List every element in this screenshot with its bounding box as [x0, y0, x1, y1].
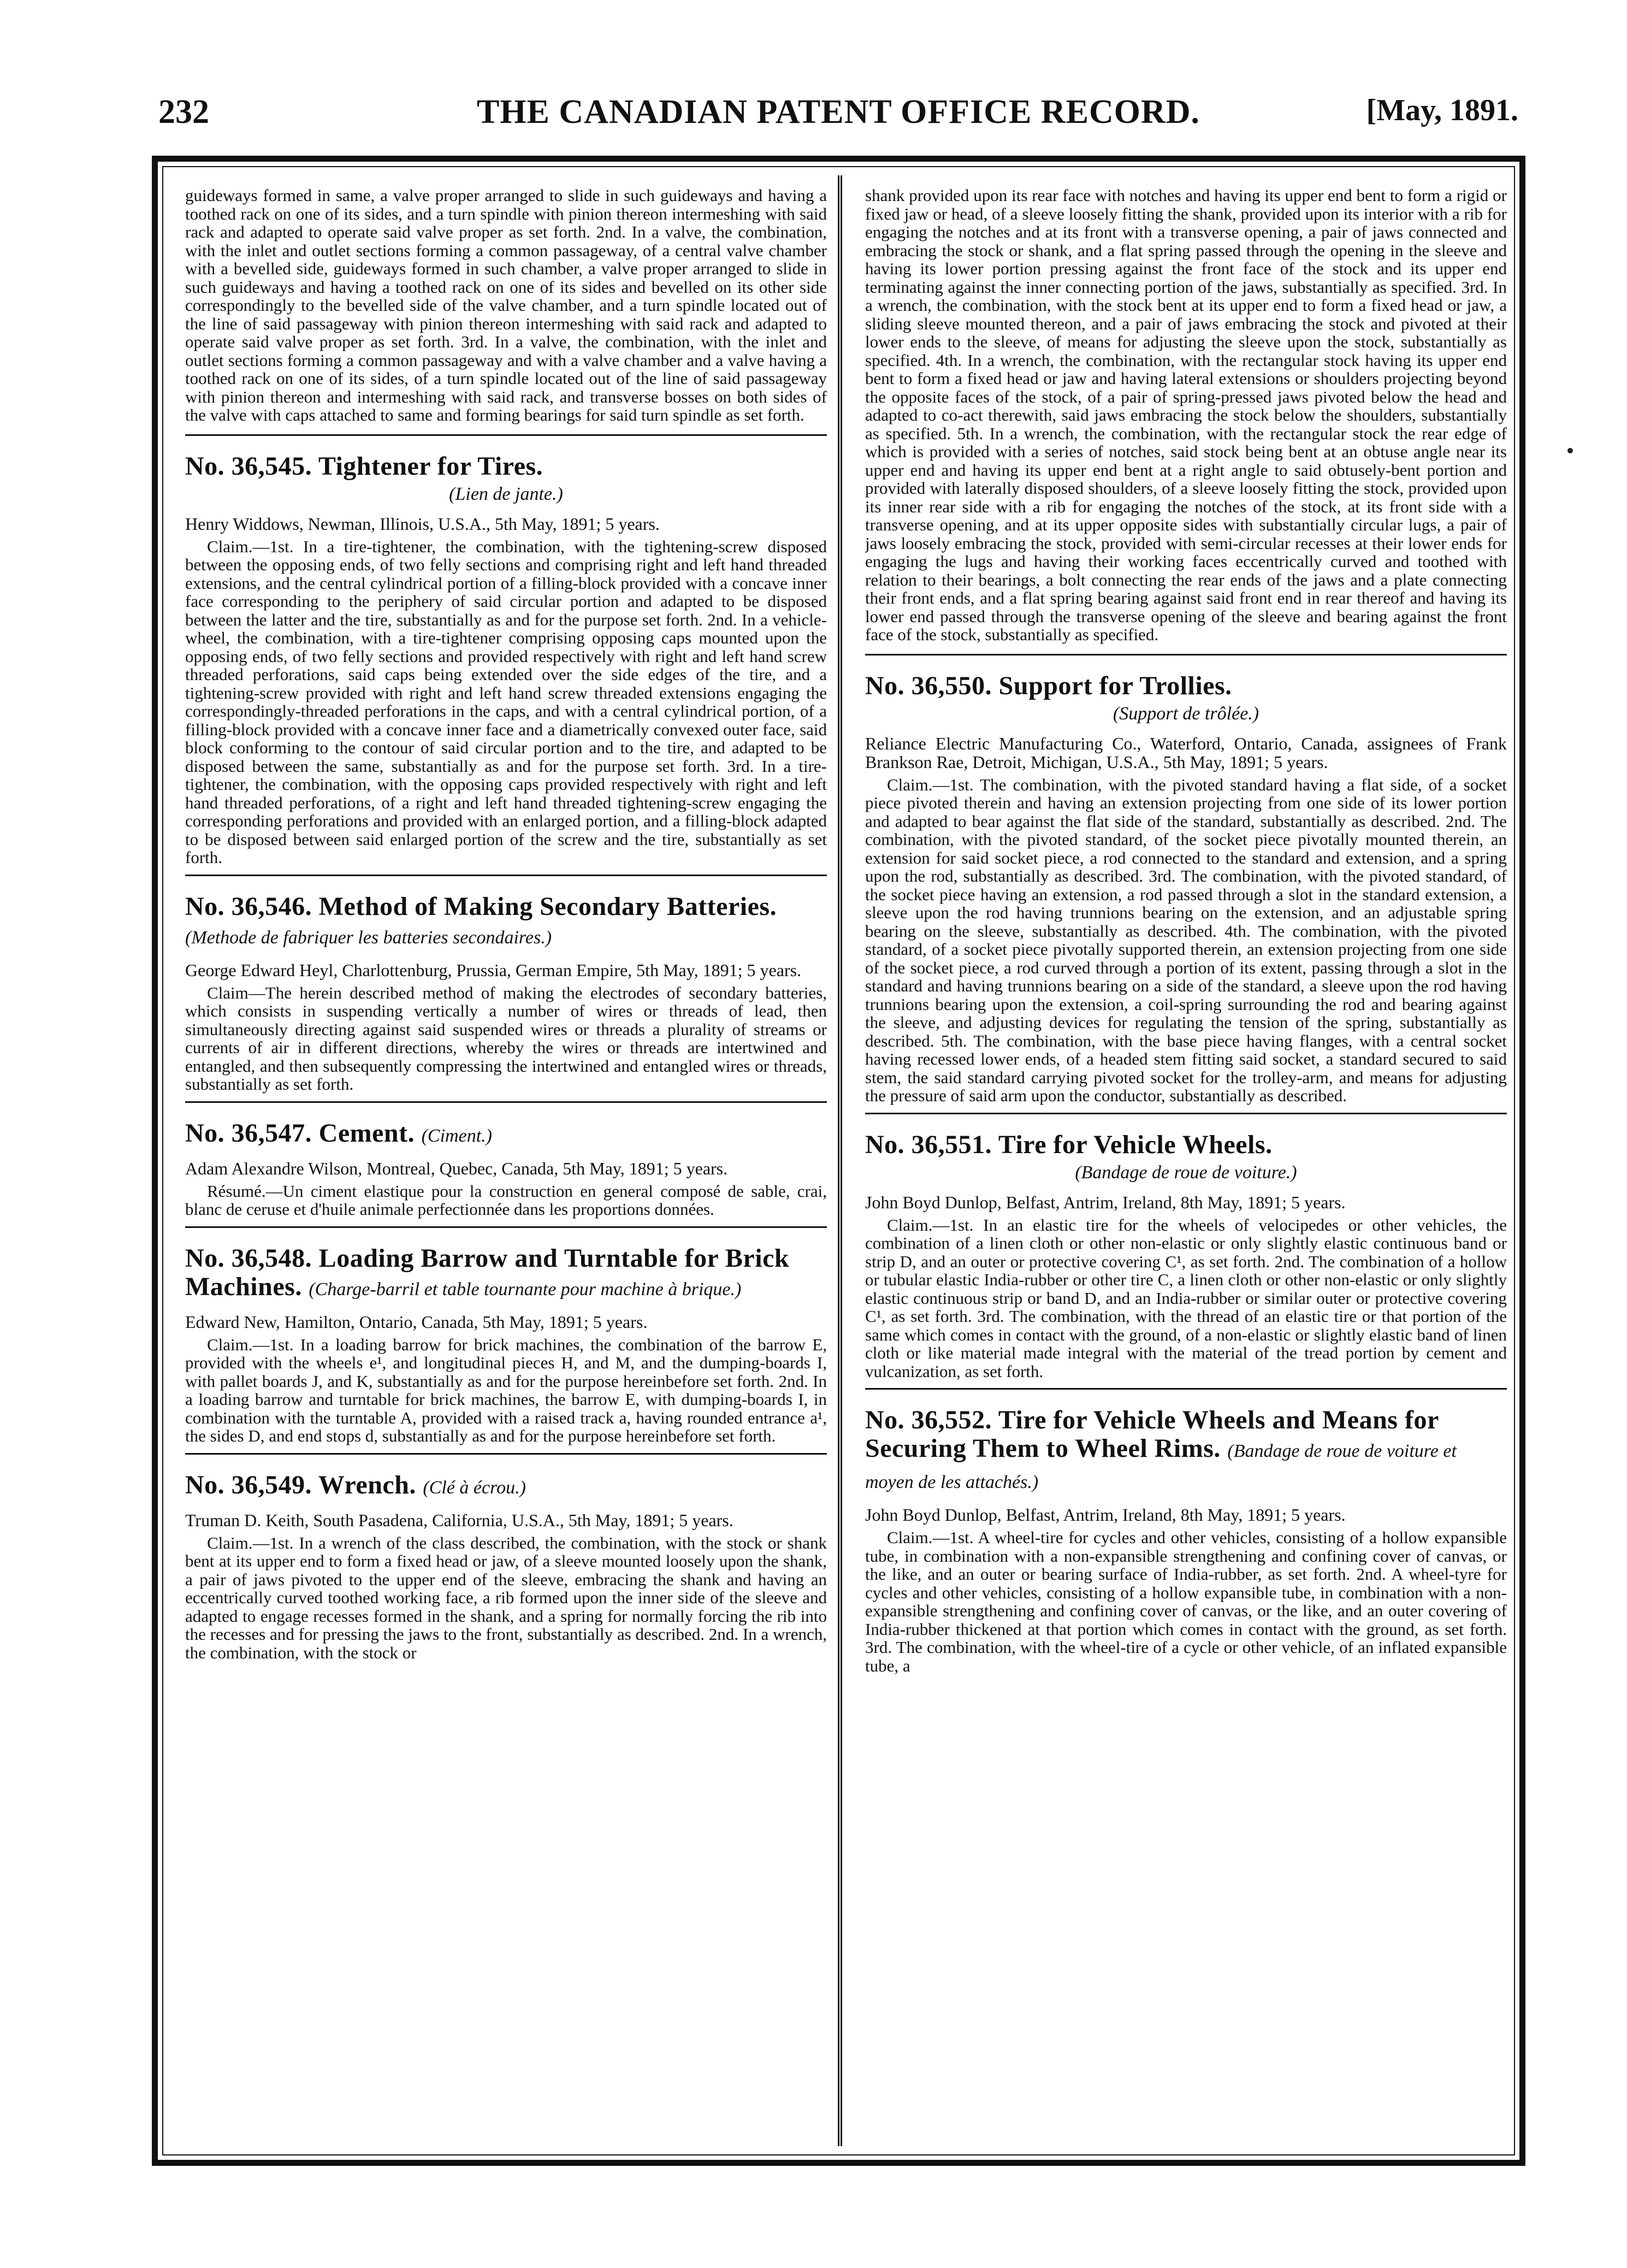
- patent-heading: No. 36,550. Support for Trollies.: [865, 671, 1232, 700]
- patent-owner: Edward New, Hamilton, Ontario, Canada, 5th May, 1891; 5 years.: [185, 1312, 648, 1332]
- patent-owner: George Edward Heyl, Charlottenburg, Prussia, German Empire, 5th May, 1891; 5 years.: [185, 960, 802, 980]
- patent-owner: Henry Widdows, Newman, Illinois, U.S.A., 5th May, 1891; 5 years.: [185, 513, 660, 534]
- margin-dot: [1567, 448, 1573, 453]
- patent-claim: Claim.—1st. The combination, with the pivoted standard having a flat side, of a socket piece pivoted therein and having an extension projecting from one side of its lower portion and adapted to bear against the flat side of the standard, substantially as described. 2nd. The combination, with the pivoted standard, of the socket piece pivotally mounted therein, an extension for said socket piece, a rod connected to the standard and extension, and a spring upon the rod, substantially as described. 3rd. The combination, with the pivoted standard, of the socket piece having an extension, a rod passed through a slot in the standard extension, a sleeve upon the rod having trunnions bearing on the extension, and an adjustable spring bearing on the sleeve, substantially as described. 4th. The combination, with the pivoted standard, of a socket piece pivotally supported therein, an extension projecting from one side of the socket piece, a rod curved through a portion of its extent, passing through a slot in the standard and having trunnions bearing on a side of the standard, a sleeve upon the rod having trunnions bearing upon the extension, a coil-spring surrounding the rod and bearing against the sleeve, and adjusting devices for regulating the tension of the spring, substantially as described. 5th. The combination, with the base piece having flanges, with a central socket having recessed lower ends, of a headed stem fitting said socket, a standard secured to said stem, the said standard carrying pivoted socket for the trolley-arm, and means for adjusting the pressure of said arm upon the conductor, substantially as described.: [865, 775, 1507, 1105]
- french-title: (Bandage de roue de voiture.): [1075, 1162, 1297, 1183]
- publication-title: THE CANADIAN PATENT OFFICE RECORD.: [476, 93, 1200, 131]
- patent-heading: No. 36,546. Method of Making Secondary Batteries. (Methode de fabriquer les batteries secondaires.): [185, 891, 777, 948]
- section-rule: [185, 1226, 827, 1228]
- section-rule: [185, 875, 827, 876]
- continued-text: guideways formed in same, a valve proper arranged to slide in such guideways and having a toothed rack on one of its sides, and a turn spindle with pinion thereon intermeshing with said rack and adapted to operate said valve proper as set forth. 2nd. In a valve, the combination, with the inlet and outlet sections forming a common passageway, of a central valve chamber with a bevelled side, guideways formed in such chamber, a valve proper arranged to slide in such guideways and having a toothed rack on one of its sides and bevelled on its other side correspondingly to the bevelled side of the valve chamber, and a turn spindle located out of the line of said passageway with pinion thereon intermeshing with said rack and adapted to operate said valve proper as set forth. 3rd. In a valve, the combination, with the inlet and outlet sections forming a common passageway and with a valve chamber and a valve having a toothed rack on one of its sides, of a turn spindle located out of the line of said passageway with pinion thereon and intermeshing with said rack, and transverse bosses on both sides of the valve with caps attached to same and forming bearings for said turn spindle as set forth.: [185, 186, 827, 424]
- patent-owner: Reliance Electric Manufacturing Co., Waterford, Ontario, Canada, assignees of Frank Brankson Rae, Detroit, Michigan, U.S.A., 5th May, 1891; 5 years.: [865, 733, 1507, 772]
- patent-owner: John Boyd Dunlop, Belfast, Antrim, Ireland, 8th May, 1891; 5 years.: [865, 1192, 1346, 1212]
- section-rule: [865, 1388, 1507, 1390]
- page-number: 232: [158, 93, 209, 131]
- column-divider: [838, 175, 839, 2146]
- french-title: (Lien de jante.): [449, 483, 563, 504]
- patent-claim: Claim—The herein described method of making the electrodes of secondary batteries, which consists in suspending vertically a number of wires or threads of lead, then simultaneously directing against said suspended wires or threads a plurality of streams or currents of air in different directions, whereby the wires or threads are intertwined and entangled, and then subsequently compressing the intertwined and entangled wires or threads, substantially as set forth.: [185, 983, 827, 1094]
- section-rule: [185, 1101, 827, 1103]
- section-rule: [185, 434, 827, 436]
- patent-heading: No. 36,547. Cement. (Ciment.): [185, 1118, 492, 1148]
- page-frame: [152, 156, 1525, 2166]
- patent-heading: No. 36,551. Tire for Vehicle Wheels.: [865, 1130, 1273, 1159]
- left-column: [185, 186, 827, 2138]
- patent-claim: Claim.—1st. In a wrench of the class described, the combination, with the stock or shank bent at its upper end to form a fixed head or jaw, of a sleeve mounted loosely upon the shank, a pair of jaws pivoted to the upper end of the sleeve, embracing the shank and having an eccentrically curved toothed working face, a rib formed upon the inner side of the sleeve and adapted to engage recesses formed in the shank, and a spring for normally forcing the rib into the recesses and for pressing the jaws to the front, substantially as described. 2nd. In a wrench, the combination, with the stock or: [185, 1533, 827, 1662]
- french-title: (Support de trôlée.): [1113, 703, 1259, 724]
- patent-claim: Claim.—1st. A wheel-tire for cycles and other vehicles, consisting of a hollow expansible tube, in combination with a non-expansible strengthening and confining cover of canvas, or the like, and an outer or bearing surface of India-rubber, as set forth. 2nd. A wheel-tyre for cycles and other vehicles, consisting of a hollow expansible tube, in combination with a non-expansible strengthening and confining cover of canvas, or the like, and an outer covering of India-rubber thickened at that portion which comes in contact with the ground, as set forth. 3rd. The combination, with the wheel-tire of a cycle or other vehicle, of an inflated expansible tube, a: [865, 1528, 1507, 1675]
- patent-heading: No. 36,545. Tightener for Tires.: [185, 451, 543, 481]
- issue-date: [May, 1891.: [1366, 93, 1518, 127]
- patent-owner: John Boyd Dunlop, Belfast, Antrim, Ireland, 8th May, 1891; 5 years.: [865, 1505, 1346, 1525]
- section-rule: [185, 1453, 827, 1455]
- patent-claim: Résumé.—Un ciment elastique pour la construction en general composé de sable, crai, blanc de ceruse et d'huile animale perfectionnée dans les proportions données.: [185, 1181, 827, 1219]
- page-header: [158, 93, 1518, 142]
- patent-heading: No. 36,548. Loading Barrow and Turntable for Brick Machines. (Charge-barril et table tournante pour machine à brique.): [185, 1243, 790, 1301]
- patent-claim: Claim.—1st. In a loading barrow for brick machines, the combination of the barrow E, provided with the wheels e¹, and longitudinal pieces H, and M, and the dumping-boards I, with pallet boards J, and K, substantially as and for the purpose hereinbefore set forth. 2nd. In a loading barrow and turntable for brick machines, the barrow E, with dumping-boards I, in combination with the turntable A, provided with a raised track a, having rounded entrance a¹, the sides D, and end stops d, substantially as and for the purpose hereinbefore set forth.: [185, 1334, 827, 1445]
- patent-heading: No. 36,549. Wrench. (Clé à écrou.): [185, 1470, 526, 1499]
- patent-claim: Claim.—1st. In an elastic tire for the wheels of velocipedes or other vehicles, the combination of a linen cloth or other non-elastic or only slightly elastic continuous band or strip D, and an outer or protective covering C¹, as set forth. 2nd. The combination of a hollow or tubular elastic India-rubber or other tire C, a linen cloth or other non-elastic or only slightly elastic continuous strip or band D, and an India-rubber or similar outer or protective covering C¹, as set forth. 3rd. The combination, with the thread of an elastic tire or that portion of the same which comes in contact with the ground, of a non-elastic or slightly elastic band of linen cloth or like material made integral with the material of the tread portion by cement and vulcanization, as set forth.: [865, 1215, 1507, 1381]
- patent-heading: No. 36,552. Tire for Vehicle Wheels and Means for Securing Them to Wheel Rims. (Bandage de roue de voiture et moyen de les attachés.): [865, 1405, 1457, 1492]
- patent-claim: Claim.—1st. In a tire-tightener, the combination, with the tightening-screw disposed between the opposing ends, of two felly sections and comprising right and left hand threaded extensions, and the central cylindrical portion of a filling-block provided with a concave inner face corresponding to the periphery of said circular portion and adapted to be disposed between the latter and the tire, substantially as and for the purpose set forth. 2nd. In a vehicle-wheel, the combination, with a tire-tightener comprising opposing caps mounted upon the opposing ends, of two felly sections and provided respectively with right and left hand screw threaded perforations, said caps being extended over the side edges of the tire, and a tightening-screw provided with right and left hand screw threaded extensions engaging the correspondingly-threaded perforations in the caps, and with a central cylindrical portion, of a filling-block provided with a concave inner face and a diametrically convexed outer face, said block conforming to the contour of said circular portion and to the tire, and adapted to be disposed between the same, substantially as and for the purpose set forth. 3rd. In a tire-tightener, the combination, with the opposing caps provided respectively with right and left hand threaded perforations, of a right and left hand threaded tightening-screw engaging the corresponding perforations and provided with an enlarged portion, and a filling-block adapted to be disposed between said enlarged portion of the screw and the tire, substantially as set forth.: [185, 536, 827, 867]
- right-column: [865, 186, 1507, 2138]
- patent-owner: Adam Alexandre Wilson, Montreal, Quebec, Canada, 5th May, 1891; 5 years.: [185, 1158, 728, 1178]
- section-rule: [865, 654, 1507, 655]
- section-rule: [865, 1113, 1507, 1114]
- continued-text: shank provided upon its rear face with notches and having its upper end bent to form a rigid or fixed jaw or head, of a sleeve loosely fitting the shank, provided upon its interior with a rib for engaging the notches and at its front with a transverse opening, a pair of jaws connected and embracing the stock or shank, and a flat spring passed through the opening in the sleeve and having its lower portion pressing against the front face of the stock and its upper end terminating against the inner connecting portion of the jaws, substantially as specified. 3rd. In a wrench, the combination, with the stock bent at its upper end to form a fixed head or jaw, a sliding sleeve mounted thereon, and a pair of jaws embracing the stock and pivoted at their lower ends to the sleeve, of means for adjusting the sleeve upon the stock, substantially as specified. 4th. In a wrench, the combination, with the rectangular stock having its upper end bent to form a fixed head or jaw and having lateral extensions or shoulders projecting beyond the opposite faces of the stock, of a pair of spring-pressed jaws pivoted below the head and adapted to co-act therewith, said jaws embracing the stock below the shoulders, substantially as specified. 5th. In a wrench, the combination, with the rectangular stock the rear edge of which is provided with a series of notches, said stock being bent at an obtuse angle near its upper end and having its upper end bent at a right angle to said obtusely-bent portion and provided with laterally disposed shoulders, of a sleeve loosely fitting the stock, provided upon its inner rear side with a rib for engaging the notches of the stock, at its front side with a transverse opening, and at its upper opposite sides with substantially circular lugs, a pair of jaws loosely embracing the stock, provided with semi-circular recesses at their lower ends for engaging the lugs and having their working faces eccentrically curved and toothed with relation to their bearings, a bolt connecting the rear ends of the jaws and a plate connecting their front ends, and a flat spring bearing against said front end in rear thereof and having its lower end passed through the transverse opening of the sleeve and bearing against the front face of the stock, substantially as specified.: [865, 186, 1507, 644]
- patent-owner: Truman D. Keith, South Pasadena, California, U.S.A., 5th May, 1891; 5 years.: [185, 1510, 733, 1530]
